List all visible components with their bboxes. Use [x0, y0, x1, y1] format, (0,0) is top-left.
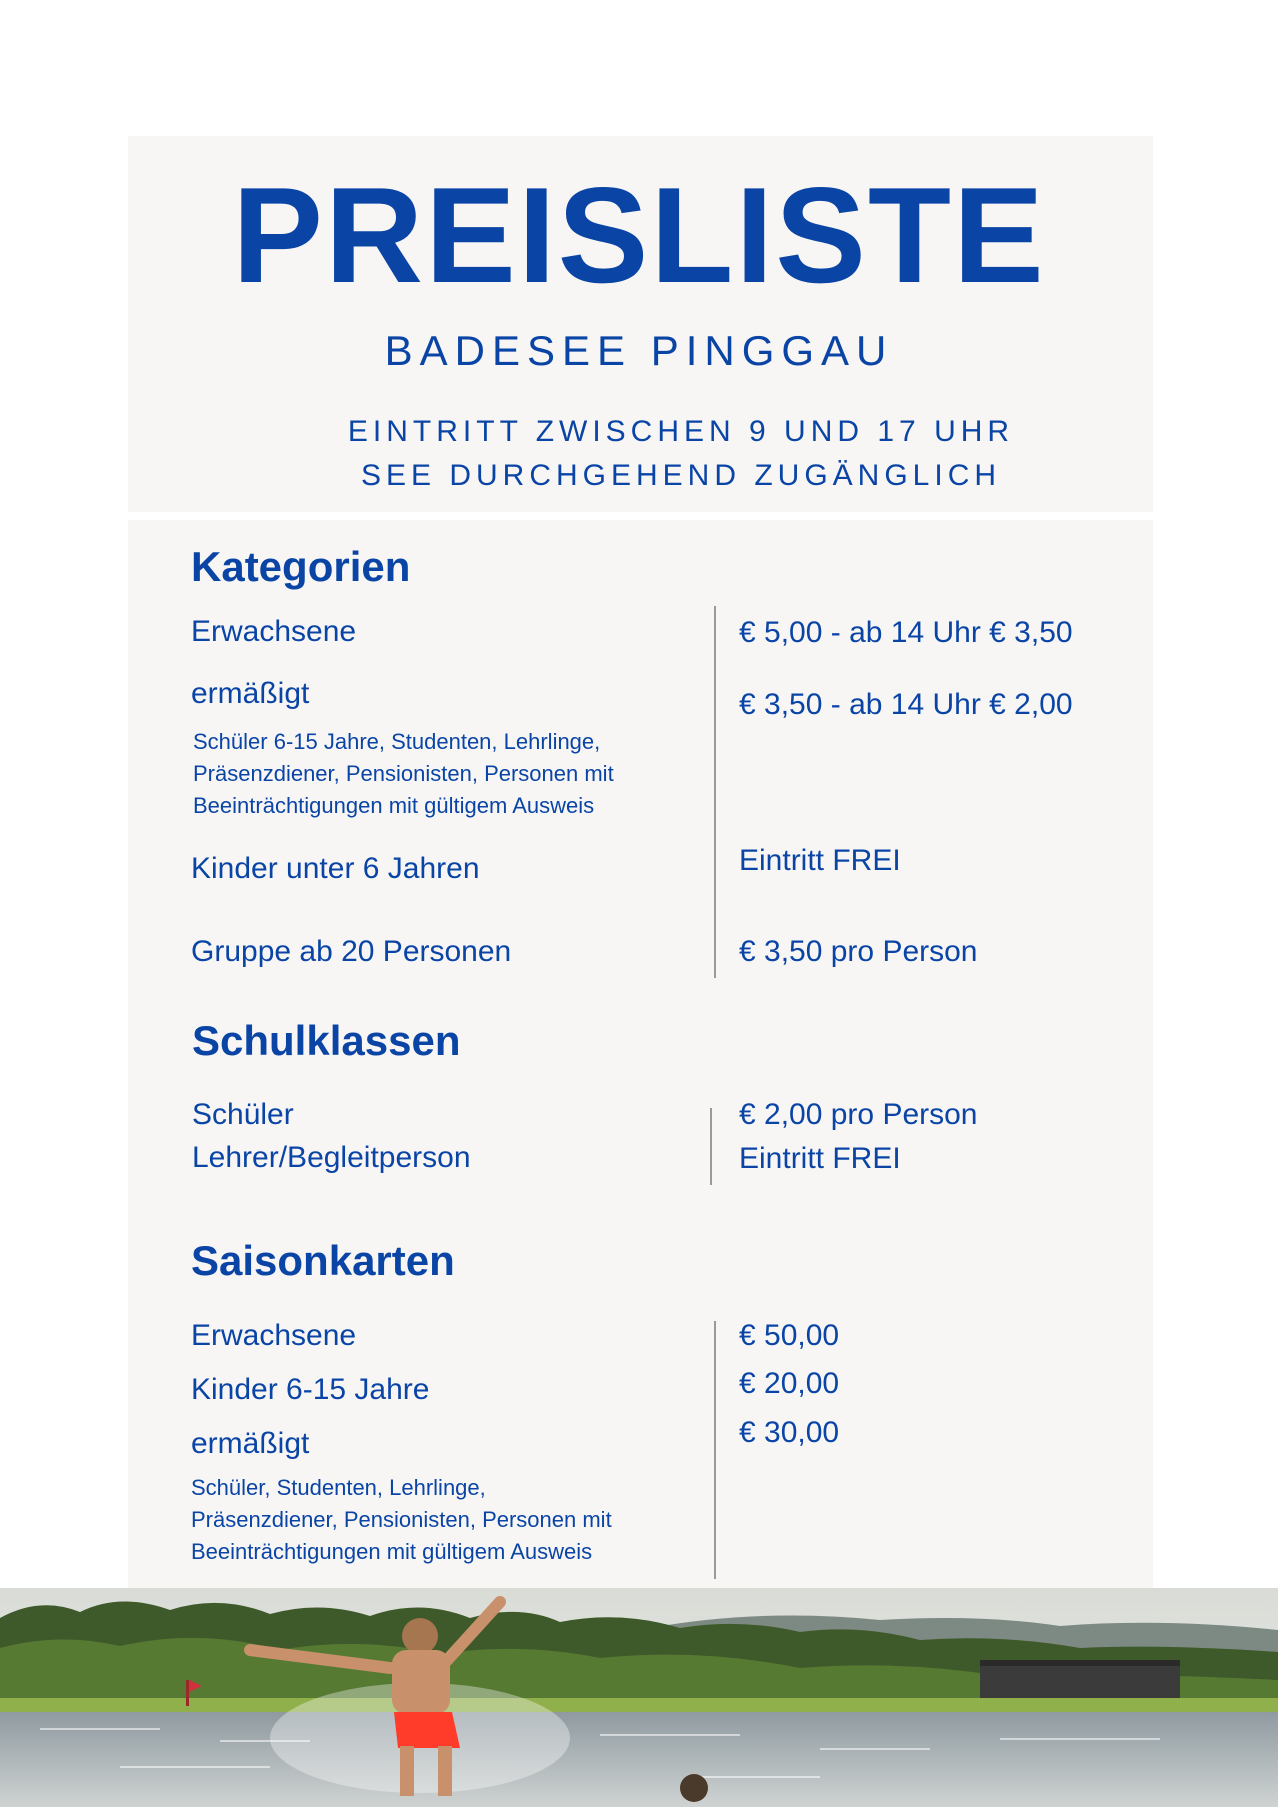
schulklassen-label-schueler: Schüler — [192, 1098, 294, 1131]
saisonkarten-divider — [714, 1321, 716, 1579]
section-heading-kategorien: Kategorien — [191, 543, 411, 590]
schulklassen-label-lehrer: Lehrer/Begleitperson — [192, 1141, 471, 1174]
saisonkarten-note-ermaessigt — [191, 1472, 612, 1568]
lake-photo-illustration — [0, 1588, 1278, 1807]
kategorien-price-gruppe: € 3,50 pro Person — [739, 935, 978, 968]
saisonkarten-label-kinder: Kinder 6-15 Jahre — [191, 1373, 430, 1406]
schulklassen-price-schueler: € 2,00 pro Person — [739, 1098, 978, 1131]
saisonkarten-price-kinder: € 20,00 — [739, 1367, 840, 1400]
saisonkarten-price-ermaessigt: € 30,00 — [739, 1416, 840, 1449]
note-line: Präsenzdiener, Pensionisten, Personen mit — [193, 761, 614, 786]
note-line: Schüler 6-15 Jahre, Studenten, Lehrlinge, — [193, 729, 601, 754]
kategorien-label-erwachsene: Erwachsene — [191, 615, 357, 648]
kategorien-price-ermaessigt: € 3,50 - ab 14 Uhr € 2,00 — [739, 688, 1073, 721]
section-heading-saisonkarten: Saisonkarten — [191, 1237, 455, 1284]
note-line: Beeinträchtigungen mit gültigem Ausweis — [191, 1539, 593, 1564]
kategorien-divider — [714, 606, 716, 978]
note-line: Beeinträchtigungen mit gültigem Ausweis — [193, 793, 595, 818]
kategorien-note-ermaessigt — [193, 726, 614, 822]
schulklassen-price-lehrer: Eintritt FREI — [739, 1142, 901, 1175]
page-title: PREISLISTE — [232, 159, 1046, 311]
kategorien-price-erwachsene: € 5,00 - ab 14 Uhr € 3,50 — [739, 616, 1073, 649]
saisonkarten-price-erwachsene: € 50,00 — [739, 1319, 840, 1352]
kategorien-label-kinder: Kinder unter 6 Jahren — [191, 852, 480, 885]
kategorien-price-kinder: Eintritt FREI — [739, 844, 901, 877]
section-heading-schulklassen: Schulklassen — [192, 1017, 461, 1064]
opening-hours — [0, 410, 1278, 498]
schulklassen-divider — [710, 1108, 712, 1185]
kategorien-label-gruppe: Gruppe ab 20 Personen — [191, 935, 512, 968]
kategorien-label-ermaessigt: ermäßigt — [191, 677, 310, 710]
saisonkarten-label-ermaessigt: ermäßigt — [191, 1427, 310, 1460]
opening-hours-line-1: EINTRITT ZWISCHEN 9 UND 17 UHR — [347, 415, 1015, 448]
note-line: Schüler, Studenten, Lehrlinge, — [191, 1475, 486, 1500]
lake-photo — [0, 1588, 1278, 1807]
page-subtitle: BADESEE PINGGAU — [384, 327, 894, 374]
saisonkarten-label-erwachsene: Erwachsene — [191, 1319, 357, 1352]
note-line: Präsenzdiener, Pensionisten, Personen mit — [191, 1507, 612, 1532]
opening-hours-line-2: SEE DURCHGEHEND ZUGÄNGLICH — [360, 459, 1002, 492]
